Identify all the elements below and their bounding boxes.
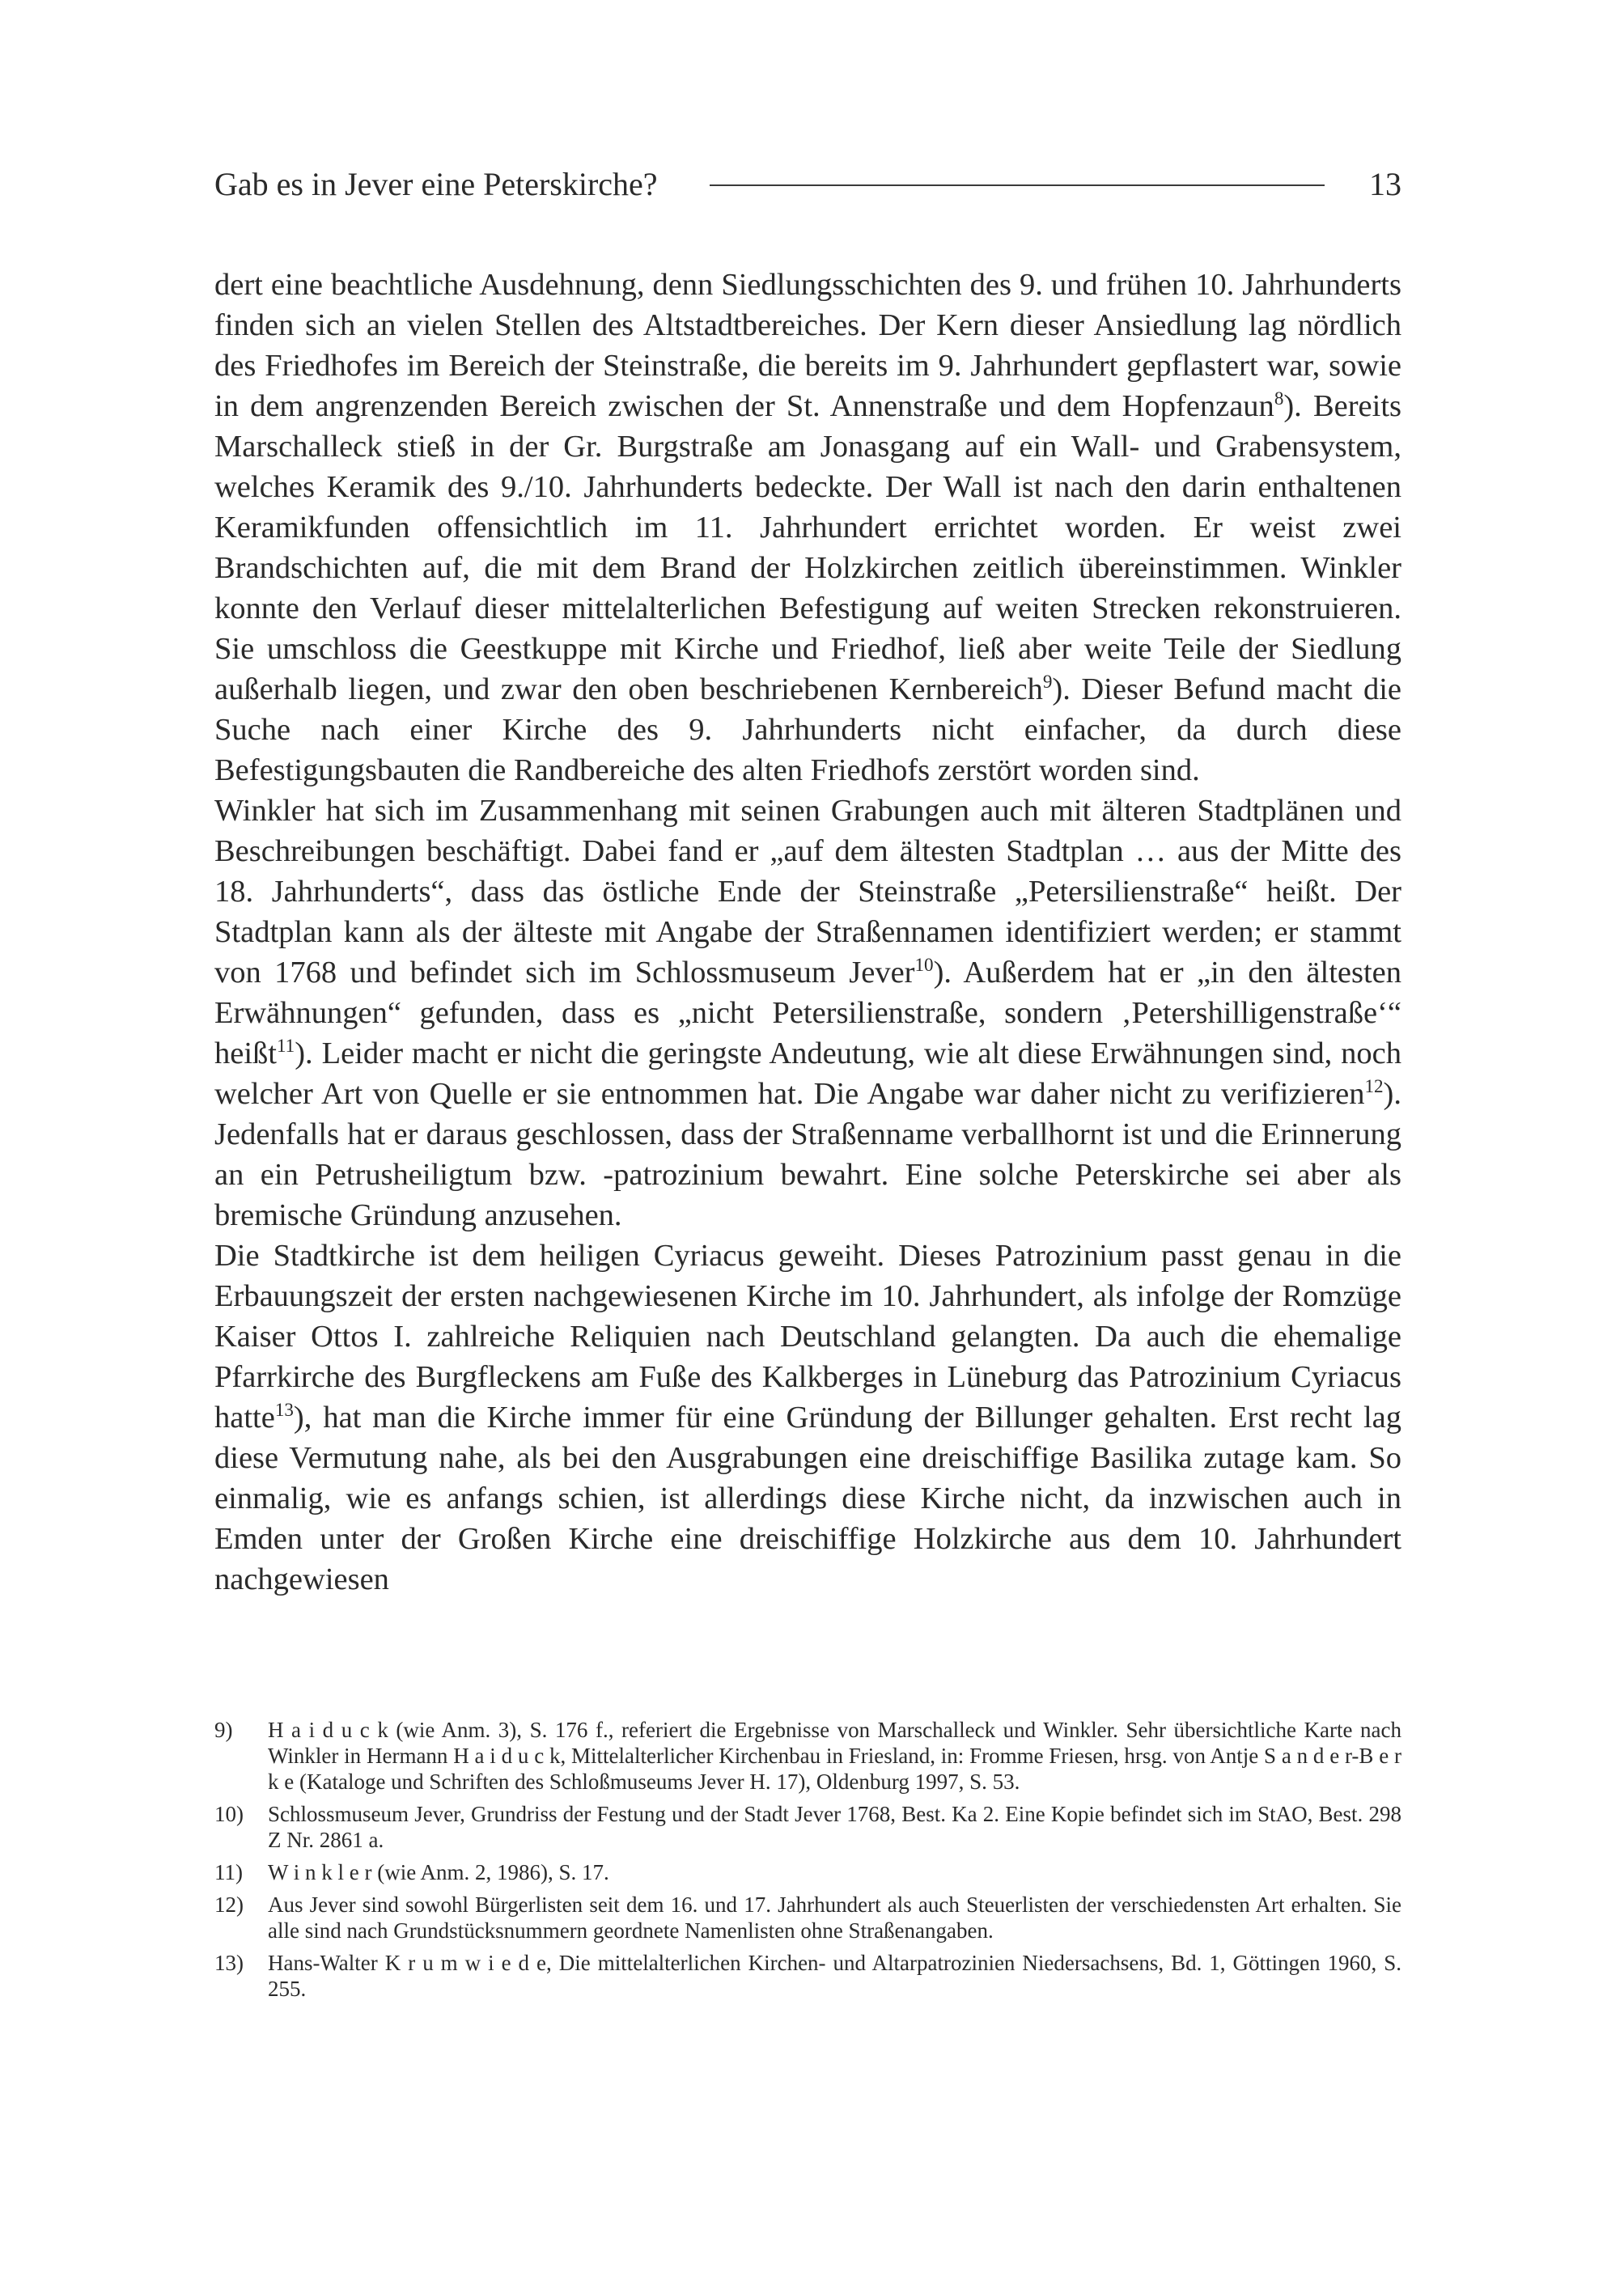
paragraph-2-part-1: Winkler hat sich im Zusammenhang mit seinen Grabungen auch mit älteren Stadtplänen und Beschreibungen beschäftigt. Dabei fand er „auf dem ältesten Stadtplan … aus der Mitte des 18. Jahrhunderts“, dass das östliche Ende der Steinstraße „Petersilienstraße“ heißt. Der Stadtplan kann als der älteste mit Angabe der Straßennamen identifiziert werden; er stammt von 1768 und befindet sich im Schlossmuseum Jever [214,794,1401,990]
footnote-text-part: , Die mittelalterlichen Kirchen- und Altarpatrozinien Niedersachsens, Bd. 1, Göttingen 1960, S. 255. [268,1951,1401,2001]
footnote-text-part: (wie Anm. 2, 1986), S. 17. [371,1860,609,1884]
footnote-ref-8: 8 [1274,388,1284,409]
footnote-number: 12) [214,1892,244,1917]
paragraph-2 [214,790,1401,1236]
paragraph-2-part-2: ). Außerdem hat er „in den ältesten Erwähnungen“ gefunden, dass es „nicht Petersilienstraße, sondern ‚Petershilligenstraße‘“ heißt [214,956,1401,1070]
footnote-13 [214,1950,1401,2002]
footnote-ref-12: 12 [1364,1075,1384,1097]
footnote-text: Aus Jever sind sowohl Bürgerlisten seit dem 16. und 17. Jahrhundert als auch Steuerlisten der verschiedensten Art erhalten. Sie alle sind nach Grundstücksnummern geordnete Namenlisten ohne Straßenangaben. [268,1892,1401,1943]
paragraph-3-part-2: ), hat man die Kirche immer für eine Gründung der Billunger gehalten. Erst recht lag diese Vermutung nahe, als bei den Ausgrabungen eine dreischiffige Basilika zutage kam. So einmalig, wie es anfangs schien, ist allerdings diese Kirche nicht, da inzwischen auch in Emden unter der Großen Kirche eine dreischiffige Holzkirche aus dem 10. Jahrhundert nachgewiesen [214,1401,1401,1596]
footnote-text-part: , Mittelalterlicher Kirchenbau in Friesland, in: Fromme Friesen, hrsg. von Antje [560,1744,1265,1768]
running-head-title: Gab es in Jever eine Peterskirche? [214,166,658,202]
paragraph-1-part-2: ). Bereits Marschalleck stieß in der Gr. Burgstraße am Jonasgang auf ein Wall- und Grabensystem, welches Keramik des 9./10. Jahrhunderts bedeckte. Der Wall ist nach den darin enthaltenen Keramikfunden offensichtlich im 11. Jahrhundert errichtet worden. Er weist zwei Brandschichten auf, die mit dem Brand der Holzkirchen zeitlich übereinstimmen. Winkler konnte den Verlauf dieser mittelalterlichen Befestigung auf weiten Strecken rekonstruieren. Sie umschloss die Geestkuppe mit Kirche und Friedhof, ließ aber weite Teile der Siedlung außerhalb liegen, und zwar den oben beschriebenen Kernbereich [214,389,1401,706]
author-name: H a i d u c k [453,1744,561,1768]
footnote-ref-13: 13 [274,1399,294,1421]
footnotes [214,1717,1401,2008]
footnote-number: 13) [214,1951,244,1975]
footnote-ref-9: 9 [1042,671,1053,693]
footnote-number: 10) [214,1802,244,1826]
paragraph-1-part-1: dert eine beachtliche Ausdehnung, denn Siedlungsschichten des 9. und frühen 10. Jahrhunderts finden sich an vielen Stellen des Altstadtbereiches. Der Kern dieser Ansiedlung lag nördlich des Friedhofes im Bereich der Steinstraße, die bereits im 9. Jahrhundert gepflastert war, sowie in dem angrenzenden Bereich zwischen der St. Annenstraße und dem Hopfenzaun [214,268,1401,423]
footnote-text [268,1717,1401,1795]
footnote-text [268,1950,1401,2002]
footnote-11 [214,1859,1401,1885]
footnote-ref-11: 11 [276,1035,295,1057]
paragraph-1 [214,265,1401,790]
footnote-number: 11) [214,1860,243,1884]
footnote-number: 9) [214,1718,233,1742]
page-number: 13 [1369,166,1401,202]
footnote-text-part: (wie Anm. 3), S. 176 f., referiert die Ergebnisse von Marschalleck und Winkler. Sehr übersichtliche Karte nach Winkler in Hermann [268,1718,1402,1768]
footnote-10 [214,1801,1401,1853]
paragraph-2-part-4: ). Jedenfalls hat er daraus geschlossen, dass der Straßenname verballhornt ist und die Erinnerung an ein Petrusheiligtum bzw. -patrozinium bewahrt. Eine solche Peterskirche sei aber als bremische Gründung anzusehen. [214,1077,1401,1232]
footnote-12 [214,1892,1401,1943]
footnote-9 [214,1717,1401,1795]
paragraph-1-part-3: ). Dieser Befund macht die Suche nach einer Kirche des 9. Jahrhunderts nicht einfacher, da durch diese Befestigungsbauten die Randbereiche des alten Friedhofs zerstört worden sind. [214,672,1401,787]
footnote-text-part: (Kataloge und Schriften des Schloßmuseums Jever H. 17), Oldenburg 1997, S. 53. [294,1770,1020,1794]
footnote-text-part: Hans-Walter [268,1951,385,1975]
paragraph-3 [214,1236,1401,1600]
author-name: W i n k l e r [268,1860,372,1884]
paragraph-2-part-3: ). Leider macht er nicht die geringste Andeutung, wie alt diese Erwähnungen sind, noch welcher Art von Quelle er sie entnommen hat. Die Angabe war daher nicht zu verifizieren [214,1036,1401,1111]
footnote-text: Schlossmuseum Jever, Grundriss der Festung und der Stadt Jever 1768, Best. Ka 2. Eine Kopie befindet sich im StAO, Best. 298 Z Nr. 2861 a. [268,1802,1401,1852]
paragraph-3-part-1: Die Stadtkirche ist dem heiligen Cyriacus geweiht. Dieses Patrozinium passt genau in die Erbauungszeit der ersten nachgewiesenen Kirche im 10. Jahrhundert, als infolge der Romzüge Kaiser Ottos I. zahlreiche Reliquien nach Deutschland gelangten. Da auch die ehemalige Pfarrkirche des Burgfleckens am Fuße des Kalkberges in Lüneburg das Patrozinium Cyriacus hatte [214,1239,1401,1435]
author-name: K r u m w i e d e [384,1951,547,1975]
author-name: S a n d e r-B e r k e [268,1744,1401,1794]
running-head [214,160,1401,206]
author-name: H a i d u c k [268,1718,388,1742]
header-rule [710,184,1325,186]
footnote-ref-10: 10 [914,954,934,976]
footnote-text [268,1859,1401,1885]
body-text [214,265,1401,1600]
